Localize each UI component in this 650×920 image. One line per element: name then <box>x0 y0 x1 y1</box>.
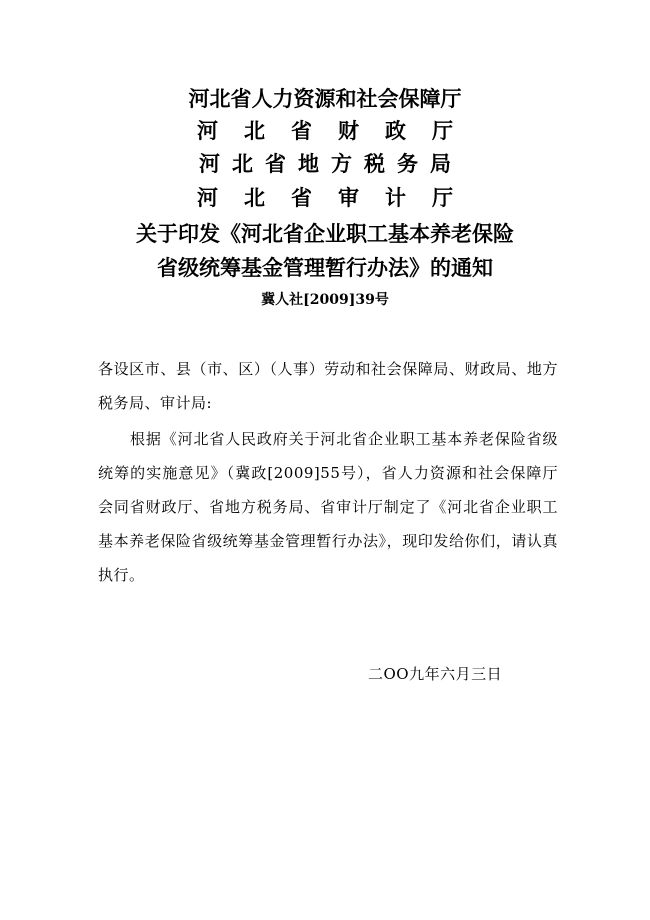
issuer-line-finance-department: 河北省财政厅 <box>197 119 479 143</box>
issuer-line-audit-department: 河北省审计厅 <box>197 186 479 210</box>
notice-title-line-2: 省级统筹基金管理暂行办法》的通知 <box>157 256 493 280</box>
notice-title-line-1: 关于印发《河北省企业职工基本养老保险 <box>136 222 514 246</box>
issuer-line-tax-bureau: 河北省地方税务局 <box>199 152 463 176</box>
document-number: 冀人社[2009]39号 <box>261 292 389 308</box>
issue-date: 二OO九年六月三日 <box>368 665 503 683</box>
addressee-text: 各设区市、县（市、区）（人事）劳动和社会保障局、财政局、地方税务局、审计局: <box>98 360 558 412</box>
issuer-line-hr-department: 河北省人力资源和社会保障厅 <box>188 87 462 111</box>
body-paragraph: 根据《河北省人民政府关于河北省企业职工基本养老保险省级统筹的实施意见》（冀政[2009]55号），省人力资源和社会保障厅会同省财政厅、省地方税务局、省审计厅制定了《河北省企业职工基本养老保险省级统筹基金管理暂行办法》，现印发给你们，请认真执行。 <box>98 430 558 584</box>
